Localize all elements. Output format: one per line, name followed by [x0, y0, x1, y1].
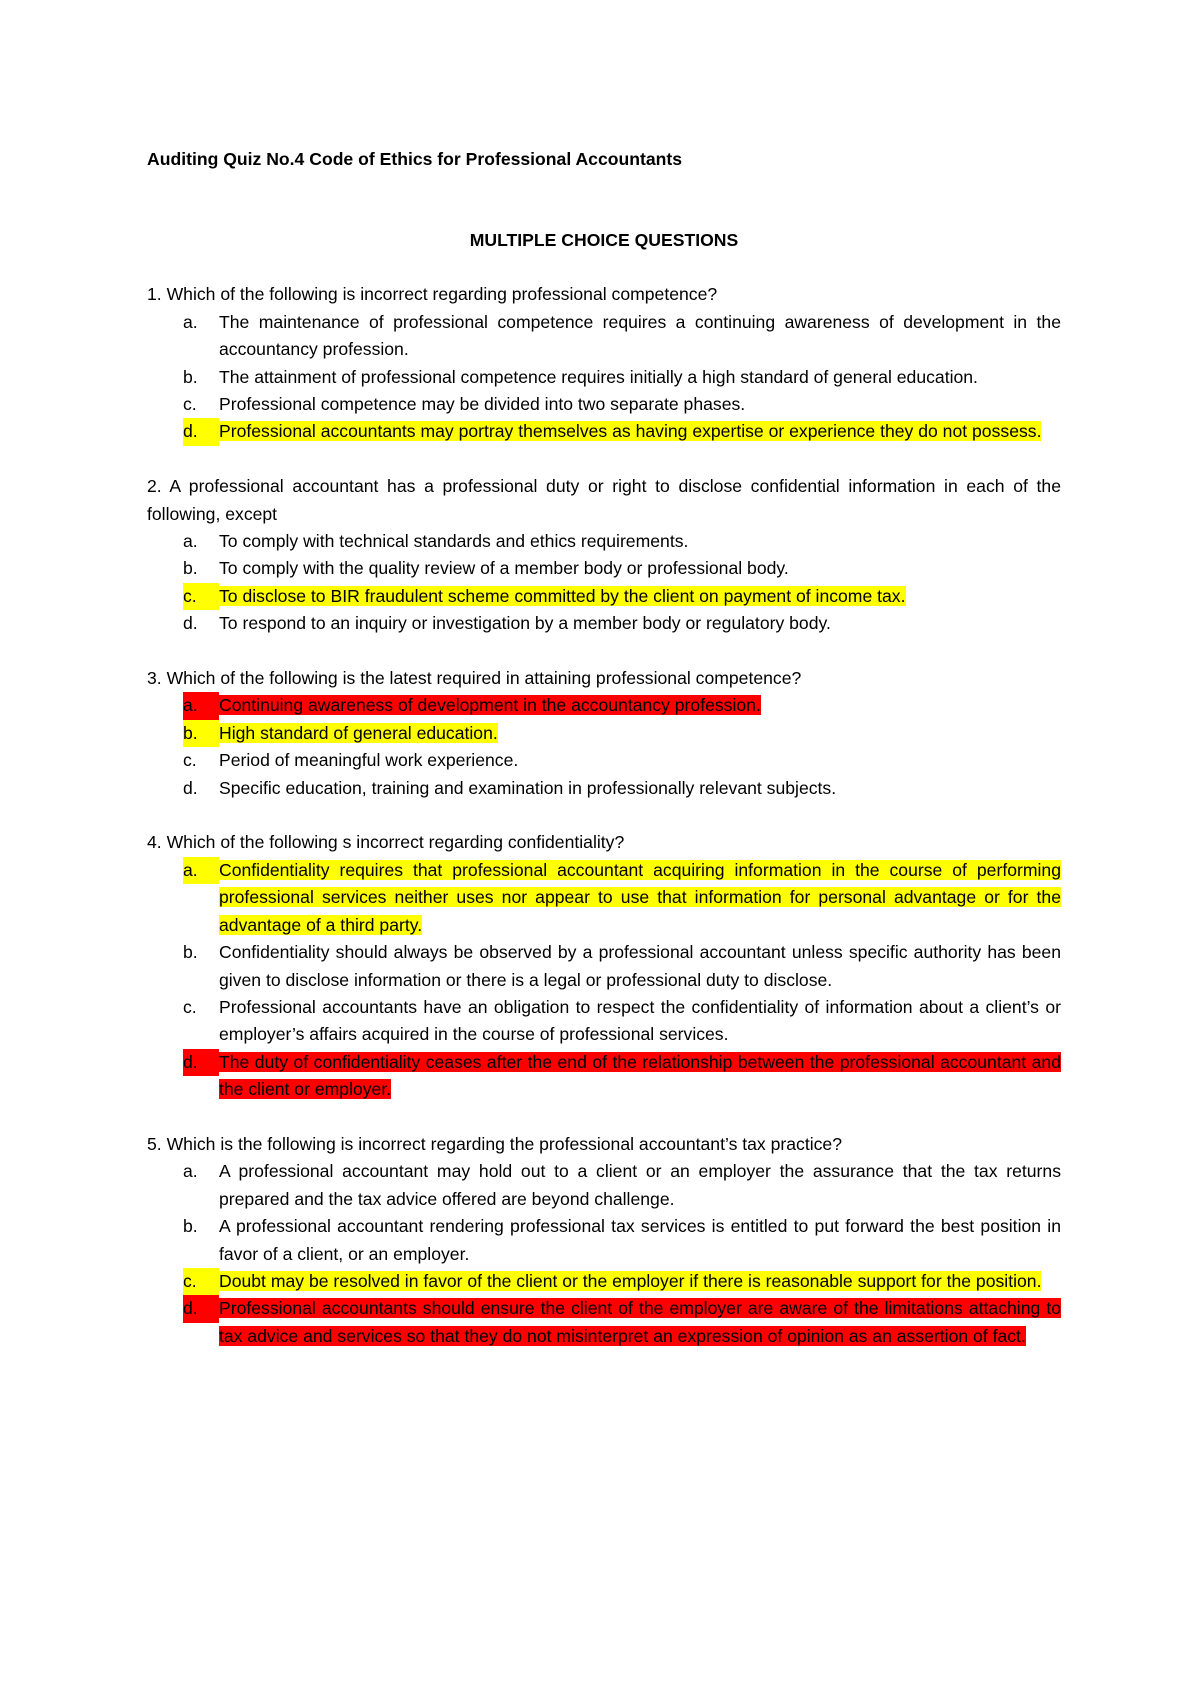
option-text: The maintenance of professional competence requires a continuing awareness of development in the accountancy profession.: [219, 311, 1061, 360]
option-letter: c.: [183, 583, 219, 610]
question-number: 1.: [147, 284, 162, 305]
option-letter: d.: [183, 418, 219, 445]
option-text: Confidentiality should always be observed by a professional accountant unless specific authority has been given to disclose information or there is a legal or professional duty to disclose.: [219, 942, 1061, 990]
option-letter: b.: [183, 558, 198, 579]
answer-option: [147, 1213, 1061, 1268]
option-letter: b.: [183, 720, 219, 747]
option-text: To respond to an inquiry or investigation by a member body or regulatory body.: [219, 613, 831, 634]
option-text: To comply with the quality review of a member body or professional body.: [219, 558, 789, 579]
option-text: The attainment of professional competence requires initially a high standard of general education.: [219, 366, 978, 387]
document-title: Auditing Quiz No.4 Code of Ethics for Professional Accountants: [147, 149, 683, 169]
question-4: [147, 829, 1061, 1103]
answer-option: [147, 364, 1061, 391]
question-stem: [147, 665, 1061, 692]
answer-option: [147, 720, 1061, 747]
answer-option: [147, 775, 1061, 802]
option-letter: a.: [183, 857, 219, 884]
option-text: High standard of general education.: [219, 722, 498, 743]
question-number: 5.: [147, 1133, 162, 1154]
question-number: 3.: [147, 668, 162, 689]
answer-option: [147, 692, 1061, 719]
option-letter: c.: [183, 750, 197, 771]
question-stem: [147, 1131, 1061, 1158]
question-3: [147, 665, 1061, 802]
option-text: Confidentiality requires that professional accountant acquiring information in the course of performing professional services neither uses nor appear to use that information for personal advantage or for the advantage of a third party.: [219, 859, 1061, 935]
option-text: Continuing awareness of development in the accountancy profession.: [219, 695, 761, 716]
answer-option: [147, 857, 1061, 939]
question-2: [147, 473, 1061, 637]
answer-option: [147, 555, 1061, 582]
option-text: The duty of confidentiality ceases after the end of the relationship between the professional accountant and the client or employer.: [219, 1051, 1061, 1100]
option-text: Professional accountants may portray themselves as having expertise or experience they do not possess.: [219, 421, 1042, 442]
section-heading: MULTIPLE CHOICE QUESTIONS: [469, 230, 739, 250]
option-text: Professional competence may be divided into two separate phases.: [219, 394, 746, 415]
answer-option: [147, 1158, 1061, 1213]
option-letter: c.: [183, 1268, 219, 1295]
answer-option: [147, 939, 1061, 994]
option-text: Doubt may be resolved in favor of the client or the employer if there is reasonable support for the position.: [219, 1270, 1042, 1291]
question-text: Which is the following is incorrect regarding the professional accountant’s tax practice?: [166, 1133, 843, 1154]
option-text: Period of meaningful work experience.: [219, 750, 519, 771]
option-letter: d.: [183, 777, 198, 798]
answer-option: [147, 418, 1061, 445]
option-letter: d.: [183, 613, 198, 634]
answer-option: [147, 309, 1061, 364]
answer-option: [147, 747, 1061, 774]
option-text: Specific education, training and examination in professionally relevant subjects.: [219, 777, 837, 798]
question-5: [147, 1131, 1061, 1350]
option-letter: b.: [183, 942, 198, 963]
answer-option: [147, 1268, 1061, 1295]
option-letter: c.: [183, 996, 197, 1017]
option-letter: b.: [183, 1216, 198, 1237]
question-text: Which of the following s incorrect regarding confidentiality?: [166, 832, 625, 853]
answer-option: [147, 994, 1061, 1049]
question-number: 4.: [147, 832, 162, 853]
question-text: Which of the following is incorrect regarding professional competence?: [166, 284, 718, 305]
question-stem: [147, 473, 1061, 528]
option-text: Professional accountants should ensure the client of the employer are aware of the limitations attaching to tax advice and services so that they do not misinterpret an expression of opinion as an assertion of fact.: [219, 1298, 1061, 1346]
option-letter: b.: [183, 366, 198, 387]
option-text: A professional accountant rendering professional tax services is entitled to put forward the best position in favor of a client, or an employer.: [219, 1216, 1061, 1264]
question-number: 2.: [147, 476, 162, 497]
answer-option: [147, 583, 1061, 610]
option-letter: a.: [183, 531, 198, 552]
option-text: To disclose to BIR fraudulent scheme committed by the client on payment of income tax.: [219, 585, 906, 606]
option-letter: c.: [183, 394, 197, 415]
option-letter: a.: [183, 311, 198, 332]
option-text: Professional accountants have an obligation to respect the confidentiality of information about a client’s or employer’s affairs acquired in the course of professional services.: [219, 996, 1061, 1045]
option-letter: a.: [183, 1161, 198, 1182]
option-letter: a.: [183, 692, 219, 719]
document-page: [147, 146, 1061, 1378]
question-stem: [147, 281, 1061, 308]
answer-option: [147, 391, 1061, 418]
question-stem: [147, 829, 1061, 856]
answer-option: [147, 610, 1061, 637]
answer-option: [147, 1295, 1061, 1350]
question-text: A professional accountant has a professional duty or right to disclose confidential information in each of the following, except: [147, 476, 1061, 524]
option-text: To comply with technical standards and ethics requirements.: [219, 531, 689, 552]
option-letter: d.: [183, 1295, 219, 1322]
answer-option: [147, 528, 1061, 555]
question-1: [147, 281, 1061, 445]
question-list: [147, 281, 1061, 1350]
answer-option: [147, 1049, 1061, 1104]
option-letter: d.: [183, 1049, 219, 1076]
question-text: Which of the following is the latest required in attaining professional competence?: [166, 668, 802, 689]
option-text: A professional accountant may hold out to a client or an employer the assurance that the tax returns prepared and the tax advice offered are beyond challenge.: [219, 1161, 1061, 1209]
